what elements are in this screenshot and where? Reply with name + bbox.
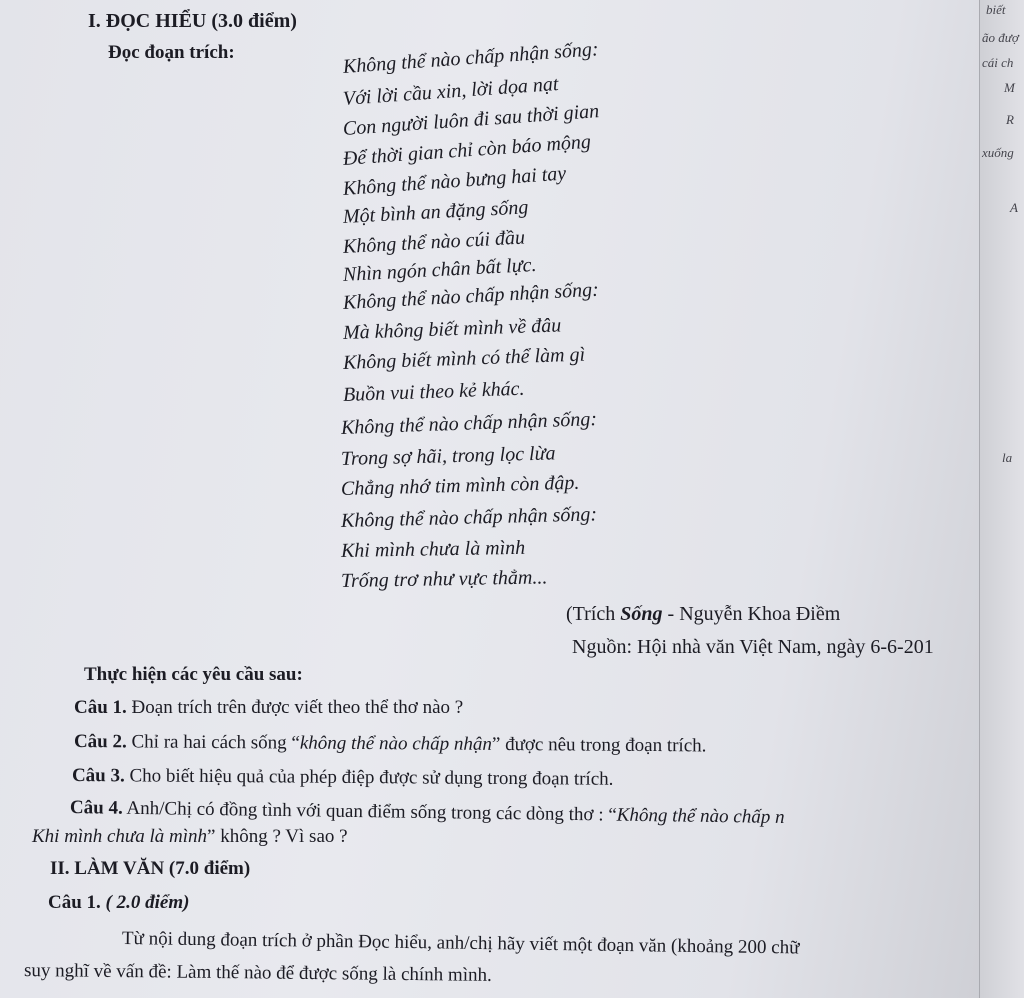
poem-line: Không thể nào chấp nhận sống:: [340, 503, 598, 532]
writing-question-1: [48, 892, 189, 914]
question-1-text: Đoạn trích trên được viết theo thể thơ nào ?: [126, 697, 464, 718]
citation: [566, 603, 840, 626]
question-4-quote: Không thể nào chấp n: [616, 804, 785, 828]
question-2-label: Câu 2.: [73, 731, 127, 753]
section-2-heading: II. LÀM VĂN (7.0 điểm): [50, 858, 251, 879]
writing-question-1-text-continued: suy nghĩ về vấn đề: Làm thế nào để được sống là chính mình.: [23, 960, 492, 986]
section-1-heading: I. ĐỌC HIỂU (3.0 điểm): [88, 10, 297, 32]
poem-line: Trống trơ như vực thẳm...: [340, 566, 548, 592]
poem-line: Không thể nào chấp nhận sống:: [342, 38, 600, 78]
question-3-label: Câu 3.: [71, 765, 125, 787]
question-4-quote-end: Khi mình chưa là mình: [32, 826, 208, 847]
question-4: [70, 797, 785, 829]
question-4-text-end: ” không ? Vì sao ?: [207, 826, 348, 847]
adjacent-page-fragment: xuống: [982, 145, 1014, 160]
citation-title: Sống: [620, 603, 663, 625]
question-2: [74, 731, 707, 757]
question-3-text: Cho biết hiệu quả của phép điệp được sử dụng trong đoạn trích.: [124, 765, 614, 790]
question-1: [74, 697, 463, 719]
citation-source: Nguồn: Hội nhà văn Việt Nam, ngày 6-6-201: [572, 636, 934, 658]
adjacent-page-fragment: M: [1004, 80, 1015, 95]
question-4-label: Câu 4.: [69, 797, 123, 819]
poem-line: Không thể nào chấp nhận sống:: [342, 278, 600, 314]
adjacent-page-fragment: R: [1006, 112, 1014, 127]
poem-line: Một bình an đặng sống: [342, 196, 529, 228]
requirements-heading: Thực hiện các yêu cầu sau:: [84, 664, 303, 685]
adjacent-page-fragment: la: [1002, 450, 1013, 465]
poem-line: Khi mình chưa là mình: [340, 536, 526, 562]
poem-line: Không thể nào chấp nhận sống:: [340, 408, 598, 439]
question-1-label: Câu 1.: [74, 697, 127, 718]
question-2-quote: không thể nào chấp nhận: [299, 732, 493, 755]
question-3: [72, 765, 614, 791]
poem-line: Chẳng nhớ tim mình còn đập.: [340, 471, 580, 500]
question-2-text: Chỉ ra hai cách sống “: [126, 731, 300, 754]
adjacent-page-fragment: ão đượ: [982, 30, 1019, 45]
poem-line: Trong sợ hãi, trong lọc lừa: [340, 442, 556, 470]
adjacent-page-fragment: A: [1010, 200, 1018, 215]
citation-author: - Nguyễn Khoa Điềm: [662, 603, 841, 625]
poem-line: Với lời cầu xin, lời dọa nạt: [342, 72, 560, 110]
question-4-continued: [32, 826, 348, 848]
writing-question-1-label: Câu 1.: [48, 892, 101, 913]
poem-line: Con người luôn đi sau thời gian: [342, 100, 600, 140]
poem-line: Không thể nào bưng hai tay: [342, 162, 567, 200]
poem-line: Mà không biết mình về đâu: [342, 314, 562, 344]
writing-question-1-text: Từ nội dung đoạn trích ở phần Đọc hiểu, anh/chị hãy viết một đoạn văn (khoảng 200 chữ: [121, 928, 800, 959]
adjacent-page-fragment: cái ch: [982, 55, 1014, 70]
poem-line: Nhìn ngón chân bất lực.: [342, 253, 537, 286]
poem-line: Buồn vui theo kẻ khác.: [342, 377, 525, 406]
citation-prefix: (Trích: [566, 603, 621, 625]
poem-line: Không thể nào cúi đầu: [342, 226, 526, 258]
question-2-text-end: ” được nêu trong đoạn trích.: [491, 733, 707, 757]
poem-line: Để thời gian chỉ còn báo mộng: [342, 130, 592, 170]
poem-line: Không biết mình có thể làm gì: [342, 343, 586, 374]
writing-question-1-score: ( 2.0 điểm): [100, 892, 190, 913]
adjacent-page-edge: [979, 0, 1024, 998]
question-4-text: Anh/Chị có đồng tình với quan điểm sống trong các dòng thơ : “: [122, 797, 617, 826]
adjacent-page-fragment: biết: [986, 2, 1006, 17]
reading-intro: Đọc đoạn trích:: [108, 42, 235, 63]
